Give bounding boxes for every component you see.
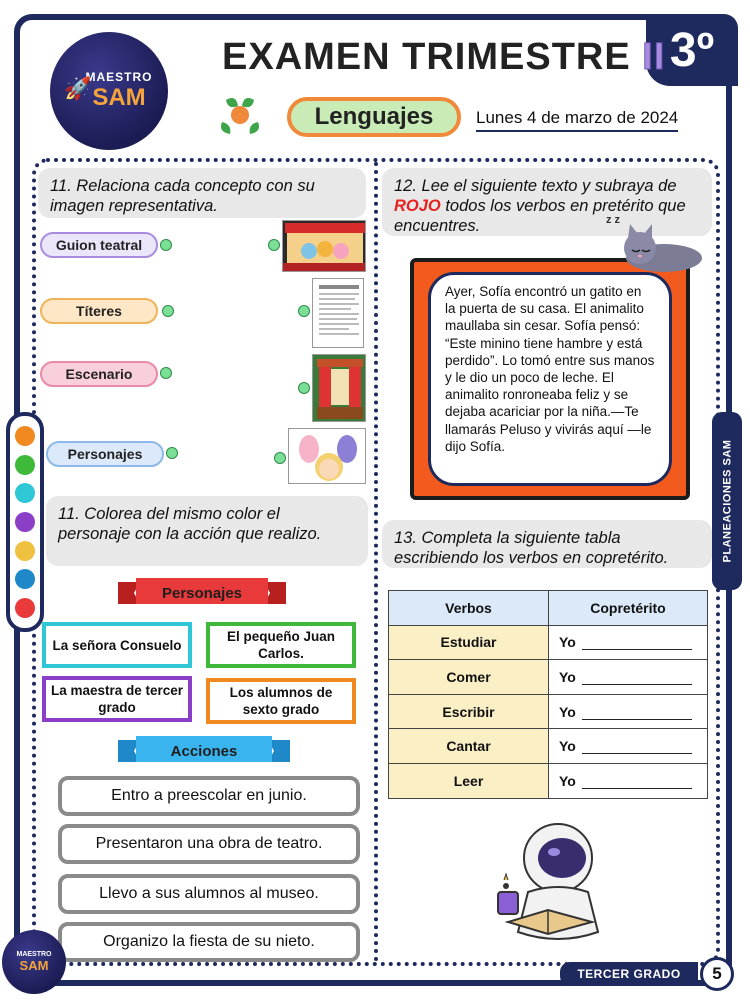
- match-dot[interactable]: [298, 305, 310, 317]
- q12-prompt: 12. Lee el siguiente texto y subraya de ROJO todos los verbos en pretérito que encuentres.: [382, 168, 712, 236]
- match-dot[interactable]: [162, 305, 174, 317]
- sleep-zzz: z z: [606, 214, 621, 226]
- link-icon: [15, 512, 35, 532]
- character-senora-consuelo[interactable]: La señora Consuelo: [42, 622, 192, 668]
- script-page-image: [312, 278, 364, 348]
- action-museo[interactable]: Llevo a sus alumnos al museo.: [58, 874, 360, 914]
- table-row: [389, 729, 708, 764]
- answer-line[interactable]: [582, 638, 692, 650]
- character-juan-carlos[interactable]: El pequeño Juan Carlos.: [206, 622, 356, 668]
- table-row: [389, 694, 708, 729]
- table-row: [389, 625, 708, 660]
- rocket-icon: 🚀: [64, 76, 92, 101]
- match-dot[interactable]: [160, 367, 172, 379]
- answer-cell[interactable]: Yo: [549, 660, 708, 695]
- concept-personajes[interactable]: Personajes: [46, 441, 164, 467]
- acciones-banner: Acciones: [118, 732, 290, 770]
- verb-cell: Cantar: [389, 729, 549, 764]
- concept-escenario[interactable]: Escenario: [40, 361, 158, 387]
- character-alumnos[interactable]: Los alumnos de sexto grado: [206, 678, 356, 724]
- concept-titeres[interactable]: Títeres: [40, 298, 158, 324]
- globe-icon: [15, 569, 35, 589]
- match-dot[interactable]: [274, 452, 286, 464]
- answer-line[interactable]: [582, 742, 692, 754]
- small-logo: MAESTRO SAM: [2, 930, 66, 994]
- character-maestra[interactable]: La maestra de tercer grado: [42, 676, 192, 722]
- grade-label: TERCER GRADO: [560, 962, 698, 986]
- col-verbos: Verbos: [389, 591, 549, 626]
- page-number: 5: [700, 957, 734, 991]
- verb-cell: Comer: [389, 660, 549, 695]
- answer-cell[interactable]: Yo: [549, 694, 708, 729]
- answer-cell[interactable]: Yo: [549, 625, 708, 660]
- gear-icon: [15, 598, 35, 618]
- match-dot[interactable]: [160, 239, 172, 251]
- table-row: [389, 763, 708, 798]
- exam-date: Lunes 4 de marzo de 2024: [476, 108, 678, 132]
- copreterito-table: [388, 590, 708, 799]
- q13-prompt: 13. Completa la siguiente tabla escribiendo los verbos en copretérito.: [382, 520, 712, 568]
- verb-cell: Leer: [389, 763, 549, 798]
- action-fiesta[interactable]: Organizo la fiesta de su nieto.: [58, 922, 360, 962]
- action-obra-teatro[interactable]: Presentaron una obra de teatro.: [58, 824, 360, 864]
- leaf-icon: [15, 541, 35, 561]
- col-copreterito: Copretérito: [549, 591, 708, 626]
- answer-line[interactable]: [582, 673, 692, 685]
- match-dot[interactable]: [166, 447, 178, 459]
- q11b-prompt: 11. Colorea del mismo color el personaje con la acción que realizo.: [46, 496, 368, 566]
- ring-icon: [15, 455, 35, 475]
- reading-text[interactable]: Ayer, Sofía encontró un gatito en la puerta de su casa. El animalito maullaba sin cesar. Sofía pensó: “Este minino tiene hambre y está perdido”. Lo tomó entre sus manos y le dio un poco de leche. El animalito ronroneaba feliz y se dejaba acariciar por la niña.—Te llamarás Peluso y vivirás aquí —le dijo Sofía.: [428, 272, 672, 486]
- cross-icon: [15, 483, 35, 503]
- page-title: EXAMEN TRIMESTRE II: [222, 36, 666, 78]
- action-preescolar[interactable]: Entro a preescolar en junio.: [58, 776, 360, 816]
- sleeping-cat-icon: [610, 216, 706, 276]
- answer-cell[interactable]: Yo: [549, 729, 708, 764]
- verb-cell: Escribir: [389, 694, 549, 729]
- answer-line[interactable]: [582, 708, 692, 720]
- answer-cell[interactable]: Yo: [549, 763, 708, 798]
- characters-image: [288, 428, 366, 484]
- reading-frame: [410, 258, 690, 500]
- table-row: [389, 660, 708, 695]
- puppet-theater-image: [282, 220, 366, 272]
- leaves-icon: [208, 92, 272, 138]
- side-tab: PLANEACIONES SAM: [712, 412, 742, 590]
- q11a-prompt: 11. Relaciona cada concepto con su imagen representativa.: [38, 168, 366, 218]
- column-divider: [374, 162, 378, 962]
- personajes-banner: Personajes: [118, 574, 286, 612]
- astronaut-reading-icon: [484, 818, 624, 952]
- grade-badge: 3º: [646, 14, 738, 86]
- maestro-sam-logo: 🚀 MAESTRO SAM: [50, 32, 168, 150]
- match-dot[interactable]: [298, 382, 310, 394]
- verb-cell: Estudiar: [389, 625, 549, 660]
- concept-guion-teatral[interactable]: Guion teatral: [40, 232, 158, 258]
- side-icon-strip: [6, 412, 44, 632]
- subject-label: Lenguajes: [287, 97, 461, 137]
- answer-line[interactable]: [582, 777, 692, 789]
- compass-icon: [15, 426, 35, 446]
- match-dot[interactable]: [268, 239, 280, 251]
- stage-image: [312, 354, 366, 422]
